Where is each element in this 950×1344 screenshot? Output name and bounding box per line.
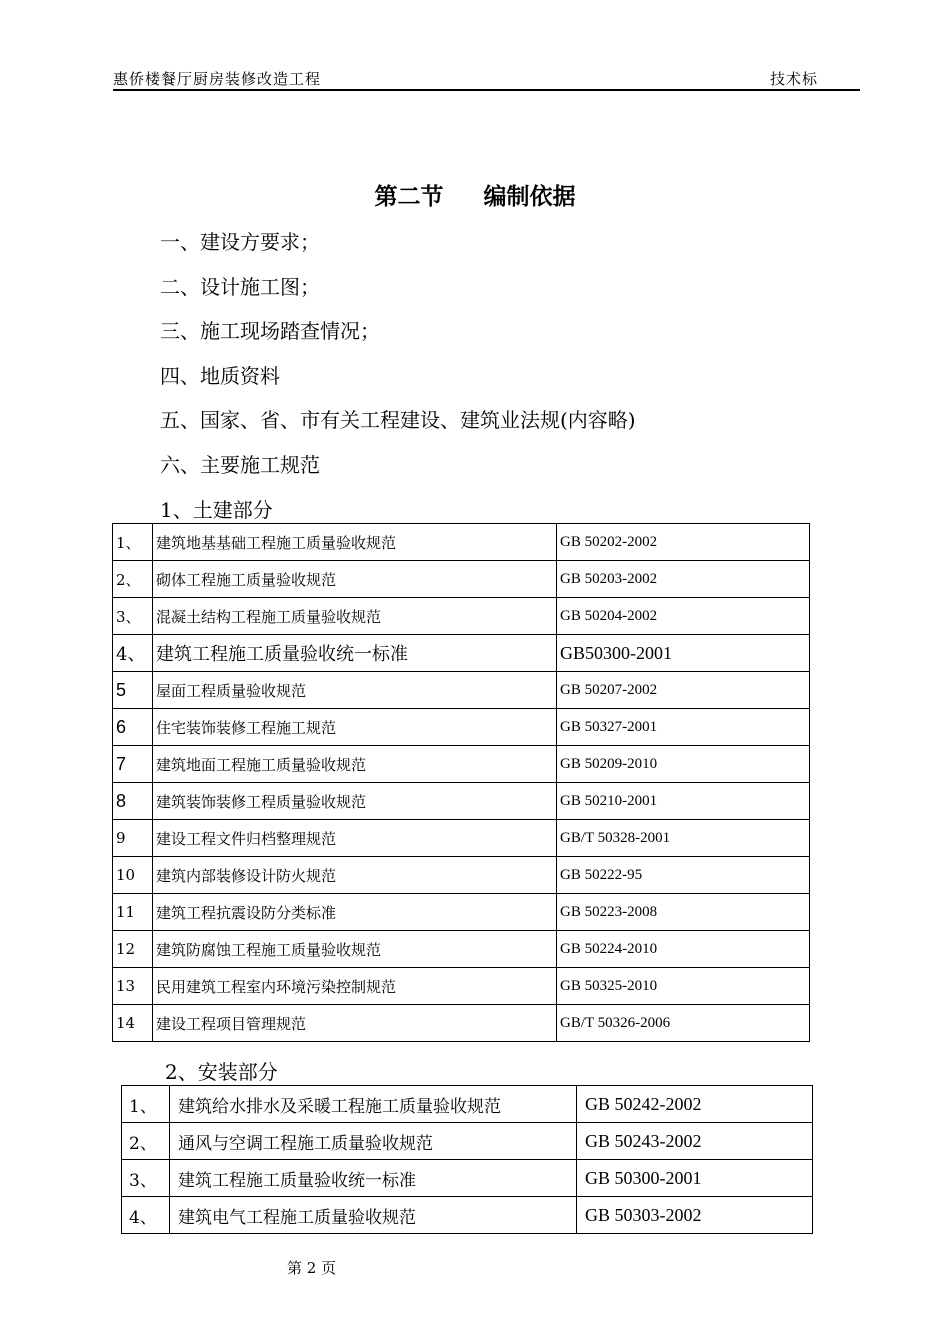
standard-code: GB 50210-2001: [557, 783, 810, 820]
standard-name: 建设工程文件归档整理规范: [153, 820, 557, 857]
standard-name: 建筑电气工程施工质量验收规范: [170, 1197, 577, 1234]
table-row: [113, 820, 810, 857]
row-number: 1、: [113, 524, 153, 561]
table-row: [113, 561, 810, 598]
standard-code: GB/T 50328-2001: [557, 820, 810, 857]
standard-code: GB 50242-2002: [577, 1086, 813, 1123]
standard-code: GB 50300-2001: [577, 1160, 813, 1197]
table-row: [113, 672, 810, 709]
table-row: [122, 1123, 813, 1160]
section-label: 第二节: [374, 184, 444, 210]
standard-code: GB 50207-2002: [557, 672, 810, 709]
standard-name: 民用建筑工程室内环境污染控制规范: [153, 968, 557, 1005]
standard-code: GB 50204-2002: [557, 598, 810, 635]
row-number: 11: [113, 894, 153, 931]
standard-code: GB 50202-2002: [557, 524, 810, 561]
header-doc-type: 技术标: [769, 70, 818, 88]
standard-code: GB 50203-2002: [557, 561, 810, 598]
table-row: [122, 1197, 813, 1234]
standard-code: GB 50222-95: [557, 857, 810, 894]
row-number: 10: [113, 857, 153, 894]
standard-code: GB50300-2001: [557, 635, 810, 672]
standard-name: 建筑装饰装修工程质量验收规范: [153, 783, 557, 820]
row-number: 9: [113, 820, 153, 857]
row-number: 12: [113, 931, 153, 968]
basis-item: 四、地质资料: [160, 364, 280, 388]
row-number: 3、: [122, 1160, 170, 1197]
install-heading: 2、安装部分: [165, 1060, 278, 1084]
row-number: 8: [113, 783, 153, 820]
table-row: [113, 857, 810, 894]
row-number: 2、: [113, 561, 153, 598]
standard-name: 建筑给水排水及采暖工程施工质量验收规范: [170, 1086, 577, 1123]
standard-name: 混凝土结构工程施工质量验收规范: [153, 598, 557, 635]
install-standards-table: [121, 1085, 813, 1234]
standard-name: 通风与空调工程施工质量验收规范: [170, 1123, 577, 1160]
table-row: [113, 968, 810, 1005]
standard-name: 建筑工程抗震设防分类标准: [153, 894, 557, 931]
standard-name: 住宅装饰装修工程施工规范: [153, 709, 557, 746]
standard-code: GB 50223-2008: [557, 894, 810, 931]
table-row: [113, 894, 810, 931]
table-row: [113, 598, 810, 635]
standard-name: 建筑工程施工质量验收统一标准: [170, 1160, 577, 1197]
basis-item: 二、设计施工图；: [160, 275, 320, 299]
section-heading: 编制依据: [483, 184, 576, 210]
row-number: 13: [113, 968, 153, 1005]
civil-heading: 1、土建部分: [160, 498, 273, 522]
standard-name: 砌体工程施工质量验收规范: [153, 561, 557, 598]
table-row: [113, 746, 810, 783]
row-number: 5: [113, 672, 153, 709]
table-row: [122, 1160, 813, 1197]
table-row: [113, 1005, 810, 1042]
standard-code: GB 50327-2001: [557, 709, 810, 746]
standard-code: GB 50209-2010: [557, 746, 810, 783]
row-number: 4、: [113, 635, 153, 672]
row-number: 14: [113, 1005, 153, 1042]
row-number: 7: [113, 746, 153, 783]
standard-code: GB 50303-2002: [577, 1197, 813, 1234]
basis-item: 三、施工现场踏查情况；: [160, 319, 380, 343]
standard-name: 建筑工程施工质量验收统一标准: [153, 635, 557, 672]
standard-name: 屋面工程质量验收规范: [153, 672, 557, 709]
header-project-name: 惠侨楼餐厅厨房装修改造工程: [113, 70, 322, 88]
standard-name: 建设工程项目管理规范: [153, 1005, 557, 1042]
standard-code: GB/T 50326-2006: [557, 1005, 810, 1042]
row-number: 4、: [122, 1197, 170, 1234]
table-row: [113, 524, 810, 561]
row-number: 2、: [122, 1123, 170, 1160]
row-number: 6: [113, 709, 153, 746]
standard-code: GB 50325-2010: [557, 968, 810, 1005]
standard-code: GB 50243-2002: [577, 1123, 813, 1160]
basis-item: 一、建设方要求；: [160, 230, 320, 254]
civil-standards-table: [112, 523, 810, 1042]
standard-name: 建筑地基基础工程施工质量验收规范: [153, 524, 557, 561]
basis-item: 六、主要施工规范: [160, 453, 320, 477]
standard-name: 建筑内部装修设计防火规范: [153, 857, 557, 894]
row-number: 1、: [122, 1086, 170, 1123]
table-row: [113, 783, 810, 820]
standard-name: 建筑地面工程施工质量验收规范: [153, 746, 557, 783]
table-row: [122, 1086, 813, 1123]
row-number: 3、: [113, 598, 153, 635]
page-header: [113, 66, 860, 91]
section-title: [0, 178, 950, 211]
page-number: 第 2 页: [287, 1259, 337, 1277]
table-row: [113, 635, 810, 672]
table-row: [113, 709, 810, 746]
basis-item: 五、国家、省、市有关工程建设、建筑业法规(内容略): [160, 408, 636, 432]
standard-name: 建筑防腐蚀工程施工质量验收规范: [153, 931, 557, 968]
table-row: [113, 931, 810, 968]
standard-code: GB 50224-2010: [557, 931, 810, 968]
